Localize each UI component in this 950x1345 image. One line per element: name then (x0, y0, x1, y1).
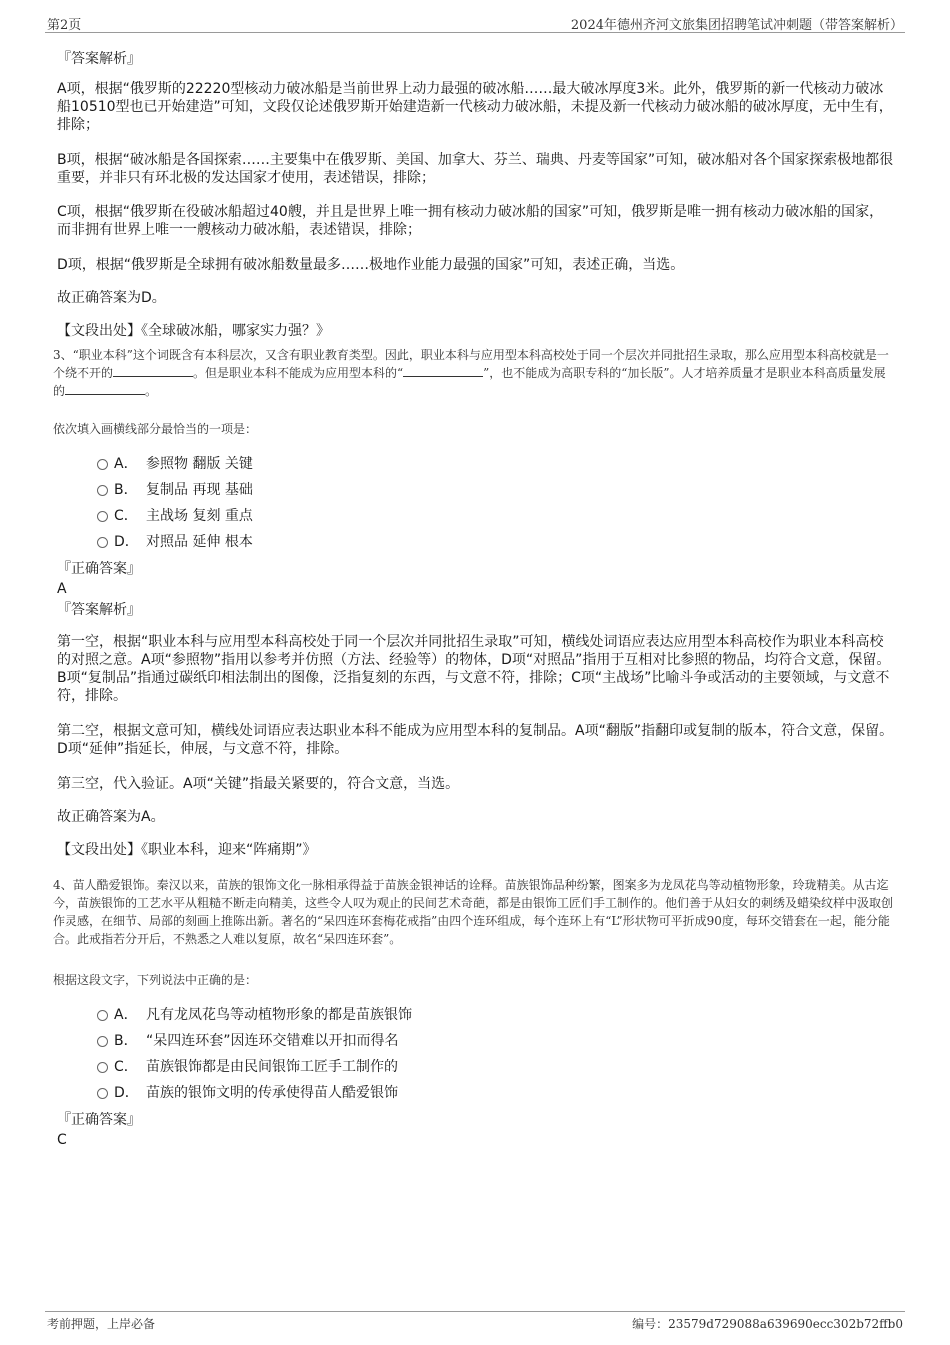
q2-analysis-label: 『答案解析』 (57, 51, 141, 67)
q4-answer: C (57, 1132, 67, 1148)
page-header (45, 14, 905, 33)
q4-option-a[interactable]: A． 凡有龙凤花鸟等动植物形象的都是苗族银饰 (97, 1006, 412, 1024)
radio-icon[interactable] (97, 459, 108, 470)
q3-analysis-para-2: 第二空，根据文意可知，横线处词语应表达职业本科不能成为应用型本科的复制品。A项“翻版”指翻印或复制的版本，符合文意，保留。D项“延伸”指延长，伸展，与文意不符，排除。 (57, 723, 894, 757)
q3-conclusion: 故正确答案为A。 (57, 809, 165, 825)
q2-analysis-para-c: C项，根据“俄罗斯在役破冰船超过40艘，并且是世界上唯一拥有核动力破冰船的国家”可知，俄罗斯是唯一拥有核动力破冰船的国家，而非拥有世界上唯一一艘核动力破冰船，表述错误，排除； (57, 204, 884, 238)
page-footer (45, 1311, 905, 1332)
q4-option-d[interactable]: D． 苗族的银饰文明的传承使得苗人酷爱银饰 (97, 1084, 398, 1102)
q3-analysis-para-1: 第一空，根据“职业本科与应用型本科高校处于同一个层次并同批招生录取”可知，横线处词语应表达应用型本科高校作为职业本科高校的对照之意。A项“参照物”指用以参考并仿照（方法、经验等）的物体，D项“对照品”指用于互相对比参照的物品，均符合文意，保留。B项“复制品”指通过碳纸印相法制出的图像，泛指复刻的东西，与文意不符，排除；C项“主战场”比喻斗争或活动的主要领域，与文意不符，排除。 (57, 634, 891, 704)
q3-option-b[interactable]: B． 复制品 再现 基础 (97, 481, 253, 499)
q2-source: 【文段出处】《全球破冰船，哪家实力强？》 (57, 323, 330, 339)
q4-option-b[interactable]: B． “呆四连环套”因连环交错难以开扣而得名 (97, 1032, 399, 1050)
q2-analysis-para-d: D项，根据“俄罗斯是全球拥有破冰船数量最多……极地作业能力最强的国家”可知，表述正确，当选。 (57, 257, 685, 273)
q4-stem: 4、苗人酷爱银饰。秦汉以来，苗族的银饰文化一脉相承得益于苗族金银神话的诠释。苗族银饰品种纷繁，图案多为龙凤花鸟等动植物形象，玲珑精美。从古迄今，苗族银饰的工艺水平从粗糙不断走向精美，这些令人叹为观止的民间艺术奇葩，都是由银饰工匠们手工制作的。他们善于从妇女的刺绣及蜡染纹样中汲取创作灵感，在细节、局部的刻画上推陈出新。著名的“呆四连环套梅花戒指”由四个连环组成，每个连环上有“L”形状物可平折成90度，每环交错套在一起，能分能合。此戒指若分开后，不熟悉之人难以复原，故名“呆四连环套”。 (53, 878, 894, 946)
radio-icon[interactable] (97, 485, 108, 496)
blank-1 (113, 364, 193, 377)
q3-analysis-label: 『答案解析』 (57, 602, 141, 618)
document-title: 2024年德州齐河文旅集团招聘笔试冲刺题（带答案解析） (570, 18, 903, 33)
q3-instruction: 依次填入画横线部分最恰当的一项是： (53, 422, 258, 436)
radio-icon[interactable] (97, 537, 108, 548)
q4-instruction: 根据这段文字，下列说法中正确的是： (53, 973, 258, 987)
blank-3 (65, 382, 145, 395)
q2-analysis-para-a: A项，根据“俄罗斯的22220型核动力破冰船是当前世界上动力最强的破冰船……最大破冰厚度3米。此外，俄罗斯的新一代核动力破冰船10510型也已开始建造”可知，文段仅论述俄罗斯开始建造新一代核动力破冰船，未提及新一代核动力破冰船的破冰厚度，无中生有，排除； (57, 81, 893, 133)
radio-icon[interactable] (97, 511, 108, 522)
q2-conclusion: 故正确答案为D。 (57, 290, 166, 306)
radio-icon[interactable] (97, 1062, 108, 1073)
q4-option-c[interactable]: C． 苗族银饰都是由民间银饰工匠手工制作的 (97, 1058, 398, 1076)
q3-answer-label: 『正确答案』 (57, 561, 141, 577)
radio-icon[interactable] (97, 1088, 108, 1099)
document-id: 编号：23579d729088a639690ecc302b72ffb0 (632, 1317, 903, 1331)
radio-icon[interactable] (97, 1010, 108, 1021)
blank-2 (403, 364, 483, 377)
page-number: 第2页 (47, 18, 82, 33)
q2-analysis-para-b: B项，根据“破冰船是各国探索……主要集中在俄罗斯、美国、加拿大、芬兰、瑞典、丹麦等国家”可知，破冰船对各个国家探索极地都很重要，并非只有环北极的发达国家才使用，表述错误，排除； (57, 152, 894, 186)
q4-answer-label: 『正确答案』 (57, 1112, 141, 1128)
q3-option-d[interactable]: D． 对照品 延伸 根本 (97, 533, 253, 551)
q3-option-a[interactable]: A． 参照物 翻版 关键 (97, 455, 253, 473)
q3-answer: A (57, 581, 67, 597)
q3-analysis-para-3: 第三空，代入验证。A项“关键”指最关紧要的，符合文意，当选。 (57, 776, 460, 792)
q3-source: 【文段出处】《职业本科，迎来“阵痛期”》 (57, 842, 317, 858)
footer-slogan: 考前押题，上岸必备 (47, 1317, 156, 1331)
radio-icon[interactable] (97, 1036, 108, 1047)
q3-option-c[interactable]: C． 主战场 复刻 重点 (97, 507, 253, 525)
q3-stem: 3、“职业本科”这个词既含有本科层次，又含有职业教育类型。因此，职业本科与应用型本科高校处于同一个层次并同批招生录取，那么应用型本科高校就是一个绕不开的 。但是职业本科不能成为应用型本科的“ ”，也不能成为高职专科的“加长版”。人才培养质量才是职业本科高质量发展的 。 (53, 348, 889, 398)
